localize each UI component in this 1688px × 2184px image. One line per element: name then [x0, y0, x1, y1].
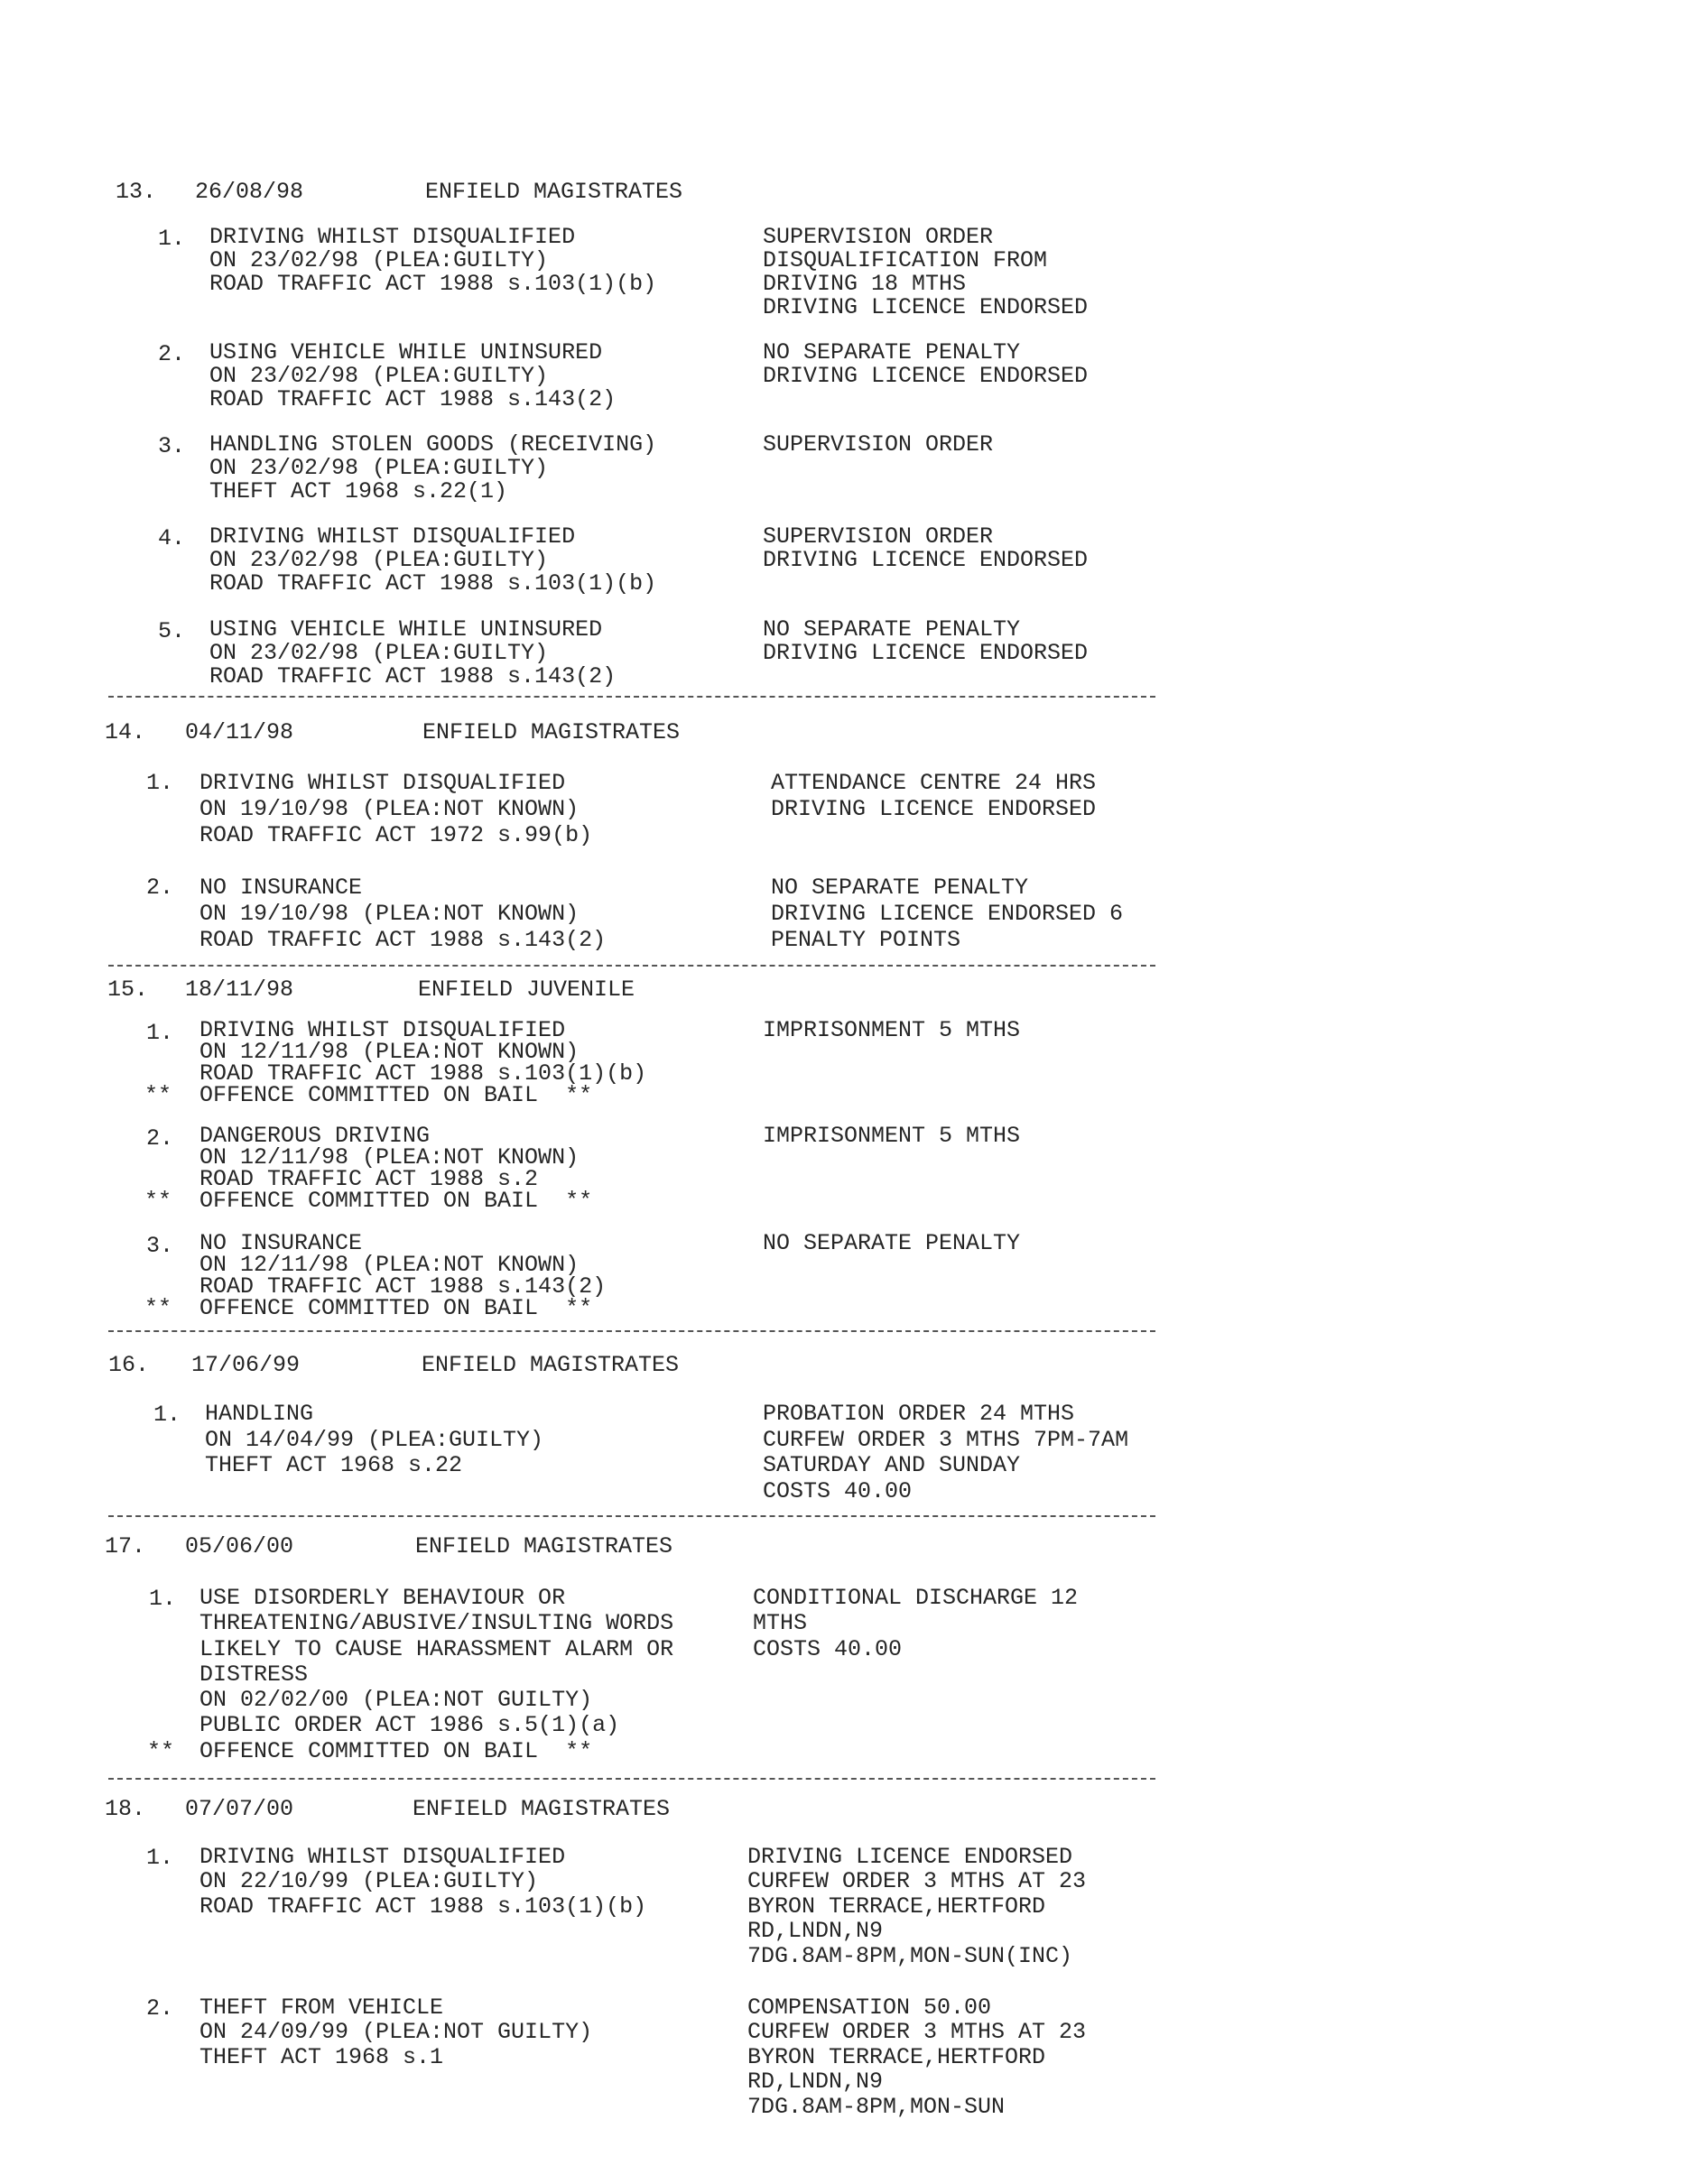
sentence-line: RD,LNDN,N9: [747, 2068, 884, 2096]
section-divider: [108, 965, 1155, 967]
offence-details: [209, 618, 616, 689]
section-number: 18.: [105, 1796, 146, 1822]
sentence-line: DRIVING LICENCE ENDORSED: [763, 294, 1089, 320]
hearing-date: 18/11/98: [185, 976, 294, 1003]
offence-line: ROAD TRAFFIC ACT 1988 s.143(2): [199, 927, 607, 953]
offence-line: ROAD TRAFFIC ACT 1988 s.143(2): [199, 1273, 607, 1300]
sentence-details: [747, 1995, 1086, 2119]
sentence-line: DRIVING LICENCE ENDORSED: [763, 363, 1089, 389]
offence-number: 1.: [146, 1020, 174, 1046]
offence-line: ON 23/02/98 (PLEA:GUILTY): [209, 363, 549, 389]
offence-details: [209, 226, 656, 296]
sentence-details: [763, 525, 1088, 572]
sentence-line: SUPERVISION ORDER: [763, 224, 994, 250]
offence-line: PUBLIC ORDER ACT 1986 s.5(1)(a): [199, 1712, 620, 1739]
offence-line: ON 19/10/98 (PLEA:NOT KNOWN): [199, 796, 580, 822]
court-name: ENFIELD MAGISTRATES: [422, 719, 681, 745]
offence-line: HANDLING STOLEN GOODS (RECEIVING): [209, 431, 657, 458]
sentence-line: DISQUALIFICATION FROM: [763, 247, 1048, 273]
offence-number: 5.: [158, 618, 186, 644]
offence-number: 1.: [153, 1402, 181, 1428]
offence-line: USE DISORDERLY BEHAVIOUR OR: [199, 1585, 566, 1611]
offence-line: DRIVING WHILST DISQUALIFIED: [209, 224, 576, 250]
section-number: 17.: [105, 1533, 146, 1559]
offence-details: [209, 525, 656, 596]
offence-line: THEFT ACT 1968 s.22(1): [209, 478, 508, 504]
offence-line: ON 02/02/00 (PLEA:NOT GUILTY): [199, 1687, 593, 1714]
offence-line: ON 14/04/99 (PLEA:GUILTY): [205, 1426, 544, 1453]
section-number: 14.: [105, 719, 146, 745]
bail-note: OFFENCE COMMITTED ON BAIL **: [199, 1082, 593, 1108]
offence-number: 2.: [146, 1125, 174, 1152]
offence-line: THEFT ACT 1968 s.1: [199, 2043, 444, 2070]
offence-number: 1.: [149, 1586, 177, 1612]
offence-line: ON 23/02/98 (PLEA:GUILTY): [209, 547, 549, 573]
court-name: ENFIELD JUVENILE: [418, 976, 635, 1003]
sentence-line: IMPRISONMENT 5 MTHS: [763, 1123, 1021, 1149]
sentence-line: SATURDAY AND SUNDAY: [763, 1452, 1021, 1478]
hearing-date: 05/06/00: [185, 1533, 294, 1559]
offence-number: 2.: [146, 875, 174, 901]
offence-line: THEFT FROM VEHICLE: [199, 1994, 444, 2021]
sentence-details: [771, 875, 1123, 953]
bail-note: OFFENCE COMMITTED ON BAIL **: [199, 1737, 593, 1764]
sentence-line: NO SEPARATE PENALTY: [763, 616, 1021, 643]
sentence-line: SUPERVISION ORDER: [763, 523, 994, 550]
sentence-line: 7DG.8AM-8PM,MON-SUN: [747, 2093, 1006, 2120]
sentence-line: 7DG.8AM-8PM,MON-SUN(INC): [747, 1942, 1073, 1969]
offence-line: ON 22/10/99 (PLEA:GUILTY): [199, 1868, 539, 1895]
offence-number: 1.: [146, 770, 174, 796]
offence-line: ROAD TRAFFIC ACT 1972 s.99(b): [199, 822, 593, 848]
offence-number: 4.: [158, 525, 186, 551]
offence-line: ROAD TRAFFIC ACT 1988 s.143(2): [209, 663, 617, 689]
offence-number: 3.: [146, 1233, 174, 1259]
offence-details: [199, 1017, 647, 1108]
offence-number: 3.: [158, 433, 186, 459]
hearing-date: 07/07/00: [185, 1796, 294, 1822]
offence-line: ON 23/02/98 (PLEA:GUILTY): [209, 640, 549, 666]
sentence-details: [763, 618, 1088, 665]
court-name: ENFIELD MAGISTRATES: [422, 1352, 680, 1378]
offence-line: DISTRESS: [199, 1661, 309, 1688]
offence-details: [199, 1586, 673, 1764]
sentence-details: [763, 226, 1088, 319]
hearing-date: 17/06/99: [191, 1352, 301, 1378]
bail-marker: **: [147, 1737, 175, 1764]
sentence-details: [763, 341, 1088, 388]
offence-number: 1.: [158, 226, 186, 252]
offence-line: USING VEHICLE WHILE UNINSURED: [209, 616, 603, 643]
sentence-line: CONDITIONAL DISCHARGE 12: [753, 1585, 1079, 1611]
sentence-line: ATTENDANCE CENTRE 24 HRS: [771, 770, 1097, 796]
offence-line: THEFT ACT 1968 s.22: [205, 1452, 463, 1478]
offence-line: ON 19/10/98 (PLEA:NOT KNOWN): [199, 901, 580, 927]
section-number: 15.: [107, 976, 149, 1003]
offence-details: [199, 875, 606, 953]
offence-line: ON 23/02/98 (PLEA:GUILTY): [209, 247, 549, 273]
offence-line: ON 12/11/98 (PLEA:NOT KNOWN): [199, 1039, 580, 1065]
offence-details: [199, 1845, 646, 1919]
section-divider: [108, 1330, 1155, 1332]
offence-line: DRIVING WHILST DISQUALIFIED: [199, 1017, 566, 1043]
sentence-line: SUPERVISION ORDER: [763, 431, 994, 458]
offence-line: ROAD TRAFFIC ACT 1988 s.143(2): [209, 386, 617, 412]
sentence-line: NO SEPARATE PENALTY: [763, 1230, 1021, 1256]
offence-line: ON 23/02/98 (PLEA:GUILTY): [209, 455, 549, 481]
sentence-line: RD,LNDN,N9: [747, 1918, 884, 1945]
sentence-line: DRIVING 18 MTHS: [763, 271, 967, 297]
offence-line: LIKELY TO CAUSE HARASSMENT ALARM OR: [199, 1635, 674, 1662]
offence-number: 2.: [158, 341, 186, 367]
bail-note: OFFENCE COMMITTED ON BAIL **: [199, 1295, 593, 1321]
sentence-line: BYRON TERRACE,HERTFORD: [747, 1892, 1046, 1920]
sentence-details: [763, 1402, 1128, 1504]
sentence-line: COMPENSATION 50.00: [747, 1994, 992, 2021]
section-number: 16.: [108, 1352, 150, 1378]
sentence-line: COSTS 40.00: [763, 1477, 913, 1504]
offence-details: [199, 770, 592, 848]
sentence-details: [747, 1845, 1086, 1968]
bail-marker: **: [144, 1082, 172, 1108]
sentence-line: MTHS: [753, 1610, 808, 1637]
offence-line: NO INSURANCE: [199, 875, 363, 901]
sentence-line: COSTS 40.00: [753, 1635, 903, 1662]
sentence-details: [753, 1586, 1078, 1662]
section-divider: [108, 1778, 1155, 1780]
sentence-line: DRIVING LICENCE ENDORSED: [763, 547, 1089, 573]
sentence-details: [763, 433, 993, 457]
offence-line: ROAD TRAFFIC ACT 1988 s.103(1)(b): [199, 1060, 647, 1087]
offence-line: DRIVING WHILST DISQUALIFIED: [199, 1844, 566, 1870]
hearing-date: 04/11/98: [185, 719, 294, 745]
offence-line: NO INSURANCE: [199, 1230, 363, 1256]
sentence-line: CURFEW ORDER 3 MTHS 7PM-7AM: [763, 1426, 1129, 1453]
offence-details: [199, 1125, 592, 1212]
offence-number: 1.: [146, 1845, 174, 1871]
offence-details: [205, 1402, 543, 1479]
court-name: ENFIELD MAGISTRATES: [415, 1533, 673, 1559]
sentence-line: CURFEW ORDER 3 MTHS AT 23: [747, 1868, 1087, 1895]
offence-line: ROAD TRAFFIC ACT 1988 s.103(1)(b): [209, 570, 657, 597]
offence-line: ROAD TRAFFIC ACT 1988 s.2: [199, 1166, 539, 1192]
offence-details: [199, 1230, 607, 1321]
sentence-line: NO SEPARATE PENALTY: [771, 875, 1029, 901]
sentence-line: IMPRISONMENT 5 MTHS: [763, 1017, 1021, 1043]
section-number: 13.: [116, 179, 157, 205]
offence-line: ON 12/11/98 (PLEA:NOT KNOWN): [199, 1144, 580, 1171]
sentence-details: [763, 1230, 1021, 1256]
offence-line: DRIVING WHILST DISQUALIFIED: [199, 770, 566, 796]
offence-line: ON 12/11/98 (PLEA:NOT KNOWN): [199, 1252, 580, 1278]
offence-line: ON 24/09/99 (PLEA:NOT GUILTY): [199, 2019, 593, 2046]
sentence-line: DRIVING LICENCE ENDORSED: [771, 796, 1097, 822]
offence-line: USING VEHICLE WHILE UNINSURED: [209, 339, 603, 366]
offence-details: [209, 433, 656, 504]
bail-marker: **: [144, 1295, 172, 1321]
sentence-line: DRIVING LICENCE ENDORSED 6: [771, 901, 1124, 927]
sentence-line: DRIVING LICENCE ENDORSED: [747, 1844, 1073, 1870]
offence-line: DANGEROUS DRIVING: [199, 1123, 431, 1149]
offence-line: THREATENING/ABUSIVE/INSULTING WORDS: [199, 1610, 674, 1637]
section-divider: [108, 1515, 1155, 1517]
bail-marker: **: [144, 1188, 172, 1214]
hearing-date: 26/08/98: [195, 179, 304, 205]
section-divider: [108, 696, 1155, 698]
offence-line: ROAD TRAFFIC ACT 1988 s.103(1)(b): [199, 1892, 647, 1920]
sentence-line: PENALTY POINTS: [771, 927, 961, 953]
offence-details: [199, 1995, 592, 2069]
sentence-line: CURFEW ORDER 3 MTHS AT 23: [747, 2019, 1087, 2046]
sentence-details: [763, 1125, 1020, 1147]
offence-line: HANDLING: [205, 1401, 314, 1427]
sentence-line: PROBATION ORDER 24 MTHS: [763, 1401, 1075, 1427]
sentence-details: [763, 1017, 1021, 1043]
sentence-line: BYRON TERRACE,HERTFORD: [747, 2043, 1046, 2070]
court-name: ENFIELD MAGISTRATES: [425, 179, 683, 205]
sentence-details: [771, 770, 1096, 822]
sentence-line: NO SEPARATE PENALTY: [763, 339, 1021, 366]
offence-details: [209, 341, 616, 412]
sentence-line: DRIVING LICENCE ENDORSED: [763, 640, 1089, 666]
court-name: ENFIELD MAGISTRATES: [413, 1796, 671, 1822]
offence-number: 2.: [146, 1995, 174, 2022]
bail-note: OFFENCE COMMITTED ON BAIL **: [199, 1188, 593, 1214]
offence-line: ROAD TRAFFIC ACT 1988 s.103(1)(b): [209, 271, 657, 297]
offence-line: DRIVING WHILST DISQUALIFIED: [209, 523, 576, 550]
